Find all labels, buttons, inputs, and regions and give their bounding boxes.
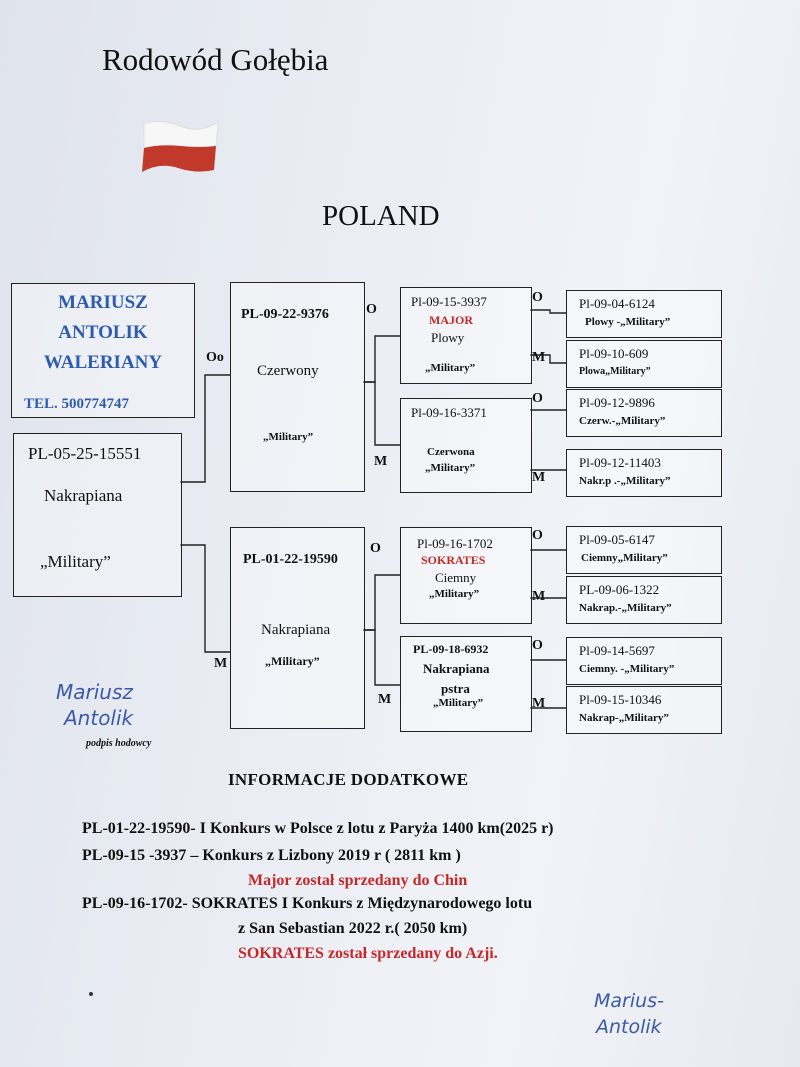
gp-mm-color: Nakrapiana [423, 661, 490, 676]
ggp-box [566, 389, 722, 437]
gp-fm-color: Czerwona [427, 446, 475, 458]
ggp-box [566, 576, 722, 624]
label-m: M [378, 692, 392, 707]
gp-mm-strain: „Military” [433, 697, 484, 709]
label-o: O [366, 302, 377, 317]
gp-fm-ring: Pl-09-16-3371 [411, 405, 487, 420]
father-box [230, 282, 365, 492]
grandsire-father-box [400, 287, 532, 384]
ggp-box [566, 340, 722, 388]
info-line-5: z San Sebastian 2022 r.( 2050 km) [238, 920, 468, 937]
ggp-desc: Nakrap-„Military” [579, 712, 669, 724]
ggp-ring: Pl-09-12-11403 [579, 455, 661, 470]
country-title: POLAND [322, 200, 440, 232]
info-line-2: PL-09-15 -3937 – Konkurs z Lizbony 2019 r ( 2811 km ) [82, 847, 461, 864]
info-line-3: Major został sprzedany do Chin [248, 872, 468, 889]
granddam-father-box [400, 398, 532, 493]
label-m: M [532, 696, 546, 711]
gp-mf-strain: „Military” [429, 588, 480, 600]
father-ring: PL-09-22-9376 [241, 307, 329, 322]
pigeon-strain: „Military” [40, 552, 111, 571]
ggp-box [566, 449, 722, 497]
ggp-ring: Pl-09-12-9896 [579, 395, 655, 410]
pigeon-color: Nakrapiana [44, 486, 123, 505]
label-father-oo: Oo [206, 350, 224, 365]
ggp-box [566, 686, 722, 734]
gp-mf-name: SOKRATES [421, 553, 486, 567]
signature2-line1: Marius- [594, 990, 664, 1012]
ggp-box [566, 290, 722, 338]
info-line-6: SOKRATES został sprzedany do Azji. [238, 945, 498, 962]
label-o: O [370, 541, 381, 556]
ggp-desc: Plowy -„Military” [585, 316, 671, 328]
mother-box [230, 527, 365, 729]
gp-ff-strain: „Military” [425, 362, 476, 374]
signature-caption: podpis hodowcy [86, 738, 152, 749]
ggp-ring: Pl-09-05-6147 [579, 532, 655, 547]
info-line-1: PL-01-22-19590- I Konkurs w Polsce z lotu z Paryża 1400 km(2025 r) [82, 820, 554, 837]
mother-ring: PL-01-22-19590 [243, 552, 338, 567]
ggp-desc: Plowa„Military” [579, 366, 651, 377]
ggp-box [566, 637, 722, 685]
gp-ff-name: MAJOR [429, 313, 473, 327]
dot-mark [89, 992, 93, 996]
ggp-box [566, 526, 722, 574]
gp-mf-ring: Pl-09-16-1702 [417, 536, 493, 551]
ggp-desc: Ciemny. -„Military” [579, 663, 675, 675]
breeder-phone: TEL. 500774747 [24, 396, 130, 412]
label-m: M [532, 470, 546, 485]
pigeon-box [13, 433, 182, 597]
label-m: M [532, 350, 546, 365]
gp-mf-color: Ciemny [435, 570, 477, 585]
ggp-ring: Pl-09-04-6124 [579, 296, 655, 311]
ggp-ring: Pl-09-10-609 [579, 346, 649, 361]
signature2-line2: Antolik [596, 1016, 662, 1038]
label-o: O [532, 391, 543, 406]
label-mother-m: M [214, 656, 228, 671]
breeder-name-line3: WALERIANY [43, 352, 163, 373]
father-color: Czerwony [257, 363, 319, 379]
gp-ff-ring: Pl-09-15-3937 [411, 294, 487, 309]
ggp-ring: PL-09-06-1322 [579, 582, 660, 597]
breeder-signature-line2: Antolik [64, 706, 134, 730]
label-m: M [374, 454, 388, 469]
ggp-ring: Pl-09-15-10346 [579, 692, 662, 707]
father-strain: „Military” [263, 431, 314, 443]
label-o: O [532, 290, 543, 305]
gp-mm-color2: pstra [441, 681, 470, 696]
gp-mm-ring: PL-09-18-6932 [413, 642, 489, 656]
gp-fm-strain: „Military” [425, 462, 476, 474]
breeder-box [11, 283, 195, 418]
ggp-desc: Czerw.-„Military” [579, 415, 666, 427]
ggp-desc: Nakr.p .-„Military” [579, 475, 671, 487]
gp-ff-color: Plowy [431, 330, 465, 345]
label-m: M [532, 589, 546, 604]
page-title: Rodowód Gołębia [102, 42, 329, 77]
info-line-4: PL-09-16-1702- SOKRATES I Konkurs z Międzynarodowego lotu [82, 895, 533, 912]
info-heading: INFORMACJE DODATKOWE [228, 770, 469, 789]
mother-strain: „Military” [265, 654, 320, 668]
grandsire-mother-box [400, 527, 532, 624]
breeder-name-line1: MARIUSZ [58, 292, 148, 313]
breeder-signature-line1: Mariusz [56, 680, 133, 704]
ggp-ring: Pl-09-14-5697 [579, 643, 655, 658]
breeder-name-line2: ANTOLIK [58, 322, 148, 343]
mother-color: Nakrapiana [261, 622, 331, 638]
label-o: O [532, 638, 543, 653]
label-o: O [532, 528, 543, 543]
granddam-mother-box [400, 636, 532, 732]
ggp-desc: Nakrap.-„Military” [579, 602, 672, 614]
pigeon-ring: PL-05-25-15551 [28, 444, 142, 463]
ggp-desc: Ciemny„Military” [581, 552, 668, 564]
